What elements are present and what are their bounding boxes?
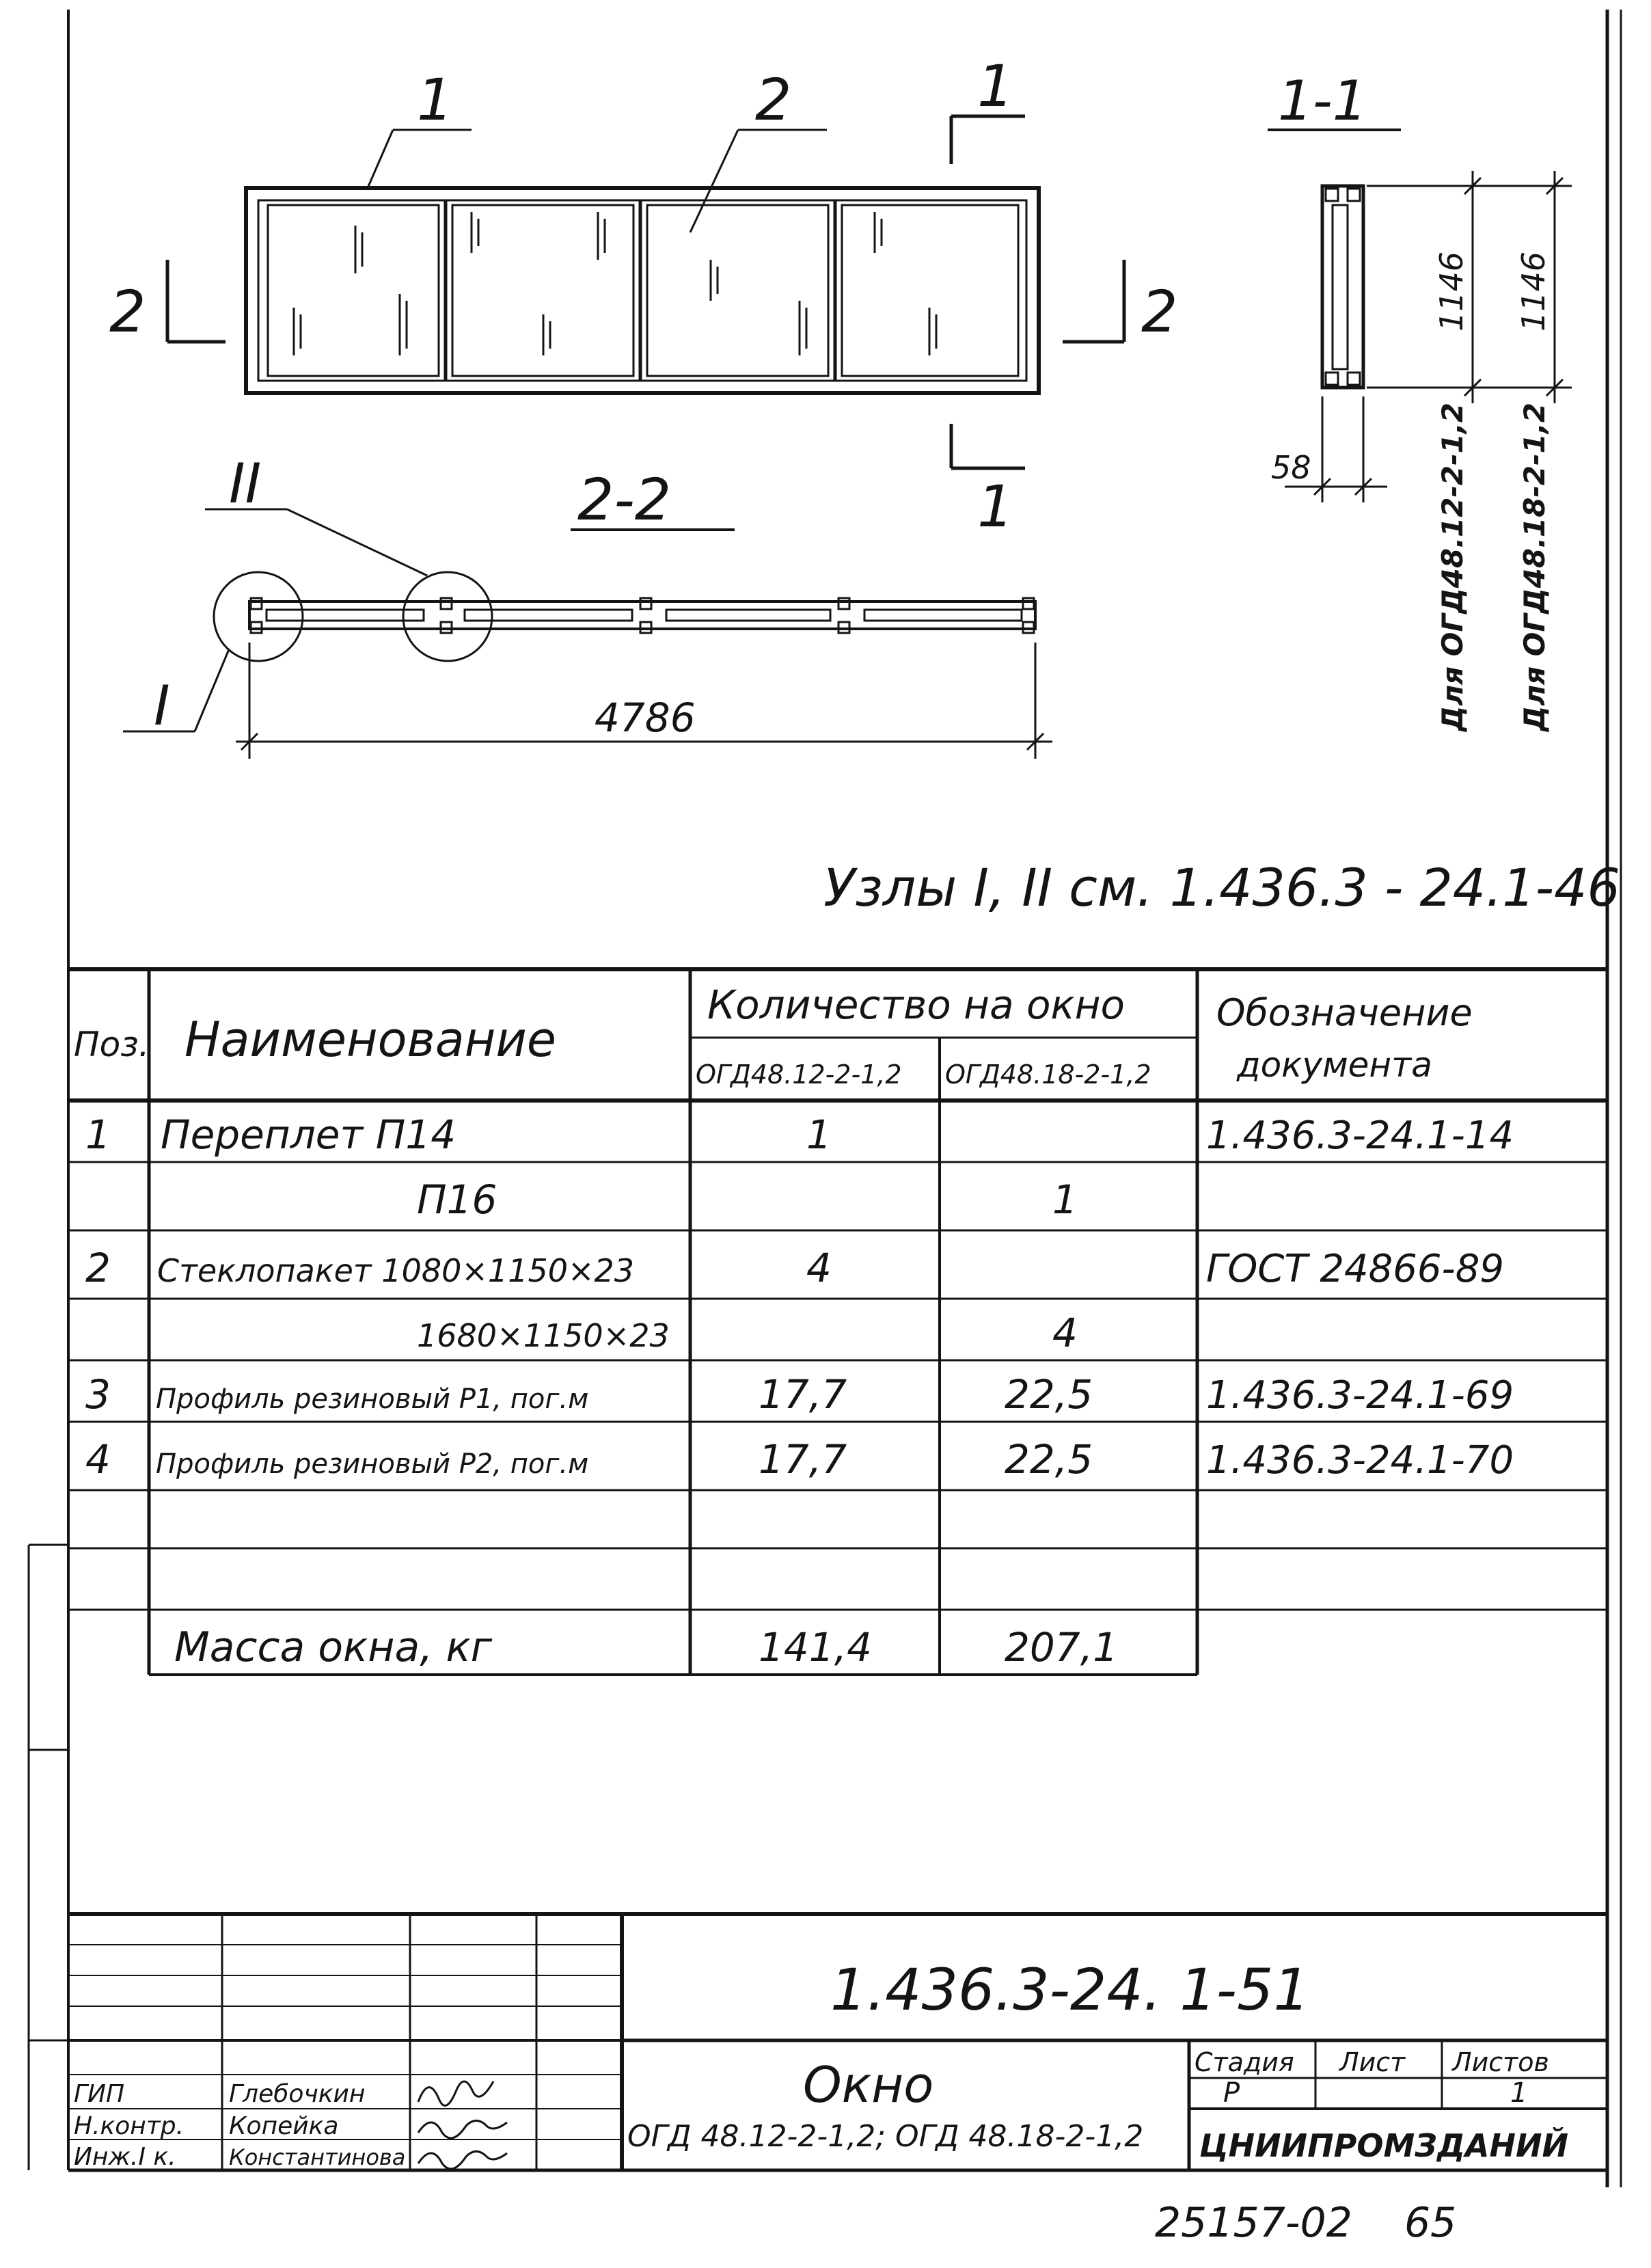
section-1-1-note-a: Для ОГД48.12-2-1,2	[1436, 403, 1469, 731]
signature-mark	[418, 2121, 507, 2139]
row-qty-b: 4	[1052, 1310, 1078, 1356]
table-row	[85, 1371, 1514, 1418]
node-label-1: I	[154, 674, 170, 738]
row-name: Стеклопакет 1080×1150×23	[157, 1252, 635, 1289]
glass-pane	[268, 205, 1018, 376]
row-pos: 2	[85, 1245, 111, 1291]
sheets-label: Листов	[1452, 2047, 1549, 2077]
callout-2: 2	[755, 66, 792, 133]
row-qty-a: 17,7	[759, 1436, 847, 1483]
row-qty-b: 1	[1052, 1176, 1078, 1223]
header-doc-line2: документа	[1237, 1045, 1432, 1085]
nodes-note: Узлы I, II см. 1.436.3 - 24.1-46	[823, 857, 1620, 918]
staff-row	[74, 2112, 507, 2140]
row-qty-b: 22,5	[1005, 1436, 1093, 1483]
section-1-1-height-a: 1146	[1433, 251, 1470, 332]
row-name: Масса окна, кг	[174, 1623, 493, 1671]
signature-mark	[418, 2152, 507, 2170]
row-qty-a: 17,7	[759, 1371, 847, 1418]
staff-role: ГИП	[74, 2080, 125, 2108]
spec-table	[68, 969, 1607, 1675]
org-name: ЦНИИПРОМЗДАНИЙ	[1199, 2127, 1569, 2164]
staff-name: Глебочкин	[229, 2080, 366, 2108]
page-number: 65	[1404, 2199, 1457, 2247]
sheet-label: Лист	[1339, 2047, 1406, 2077]
row-pos: 1	[85, 1111, 111, 1158]
signature-mark	[418, 2081, 493, 2105]
table-row	[417, 1310, 1078, 1356]
row-name: Профиль резиновый Р2, пог.м	[156, 1448, 589, 1480]
staff-role: Н.контр.	[74, 2112, 185, 2140]
table-row	[85, 1436, 1514, 1483]
section-2-2-title: 2-2	[577, 466, 672, 533]
row-qty-a: 1	[806, 1111, 832, 1158]
section-cut-2-right: 2	[1141, 278, 1178, 345]
node-circle-2	[403, 572, 492, 661]
header-name: Наименование	[185, 1012, 556, 1068]
row-qty-a: 141,4	[759, 1624, 873, 1671]
row-name: Переплет П14	[161, 1111, 456, 1158]
drawing-subtitle: ОГД 48.12-2-1,2; ОГД 48.18-2-1,2	[627, 2119, 1144, 2154]
row-name: П16	[417, 1176, 497, 1223]
section-2-2	[123, 452, 1052, 759]
row-pos: 4	[85, 1436, 111, 1483]
header-pos: Поз.	[74, 1025, 150, 1064]
header-qty-a: ОГД48.12-2-1,2	[696, 1059, 902, 1090]
callout-1: 1	[417, 66, 454, 133]
title-block	[68, 1914, 1607, 2171]
staff-name: Копейка	[229, 2112, 339, 2140]
header-qty-b: ОГД48.18-2-1,2	[945, 1059, 1151, 1090]
stage-label: Стадия	[1195, 2047, 1294, 2077]
table-row	[85, 1245, 1504, 1291]
row-pos: 3	[85, 1371, 111, 1418]
table-row	[417, 1176, 1078, 1223]
staff-row	[74, 2080, 493, 2108]
section-cut-1-top: 1	[977, 53, 1014, 120]
header-doc-line1: Обозначение	[1216, 991, 1473, 1034]
row-doc: 1.436.3-24.1-70	[1206, 1438, 1514, 1483]
row-doc: 1.436.3-24.1-14	[1206, 1113, 1514, 1158]
section-1-1-depth: 58	[1271, 449, 1311, 486]
row-qty-a: 4	[806, 1245, 832, 1291]
node-label-2: II	[229, 452, 262, 515]
doc-code: 1.436.3-24. 1-51	[830, 1956, 1310, 2023]
stage-value: Р	[1223, 2077, 1240, 2109]
header-qty-group: Количество на окно	[707, 982, 1125, 1028]
section-cut-1-bottom: 1	[977, 473, 1014, 540]
staff-row	[74, 2143, 507, 2171]
section-2-2-length: 4786	[595, 694, 696, 741]
node-circle-1	[214, 572, 303, 661]
row-doc: 1.436.3-24.1-69	[1206, 1373, 1514, 1418]
table-row	[174, 1623, 1118, 1671]
glass-hatch-marks	[294, 212, 936, 355]
section-1-1	[1268, 69, 1572, 733]
drawing-title: Окно	[803, 2056, 934, 2114]
archive-number: 25157-02	[1155, 2199, 1352, 2247]
section-1-1-note-b: Для ОГД48.18-2-1,2	[1518, 403, 1551, 731]
section-cut-2-left: 2	[109, 278, 146, 345]
table-row	[85, 1111, 1514, 1158]
section-1-1-height-b: 1146	[1515, 251, 1552, 332]
section-1-1-title: 1-1	[1278, 69, 1367, 133]
staff-role: Инж.I к.	[74, 2143, 176, 2171]
sheets-value: 1	[1510, 2077, 1528, 2109]
staff-name: Константинова	[229, 2144, 406, 2170]
row-qty-b: 207,1	[1005, 1624, 1119, 1671]
row-doc: ГОСТ 24866-89	[1206, 1247, 1504, 1291]
row-name: Профиль резиновый Р1, пог.м	[156, 1383, 589, 1415]
row-qty-b: 22,5	[1005, 1371, 1093, 1418]
row-name: 1680×1150×23	[417, 1317, 670, 1354]
